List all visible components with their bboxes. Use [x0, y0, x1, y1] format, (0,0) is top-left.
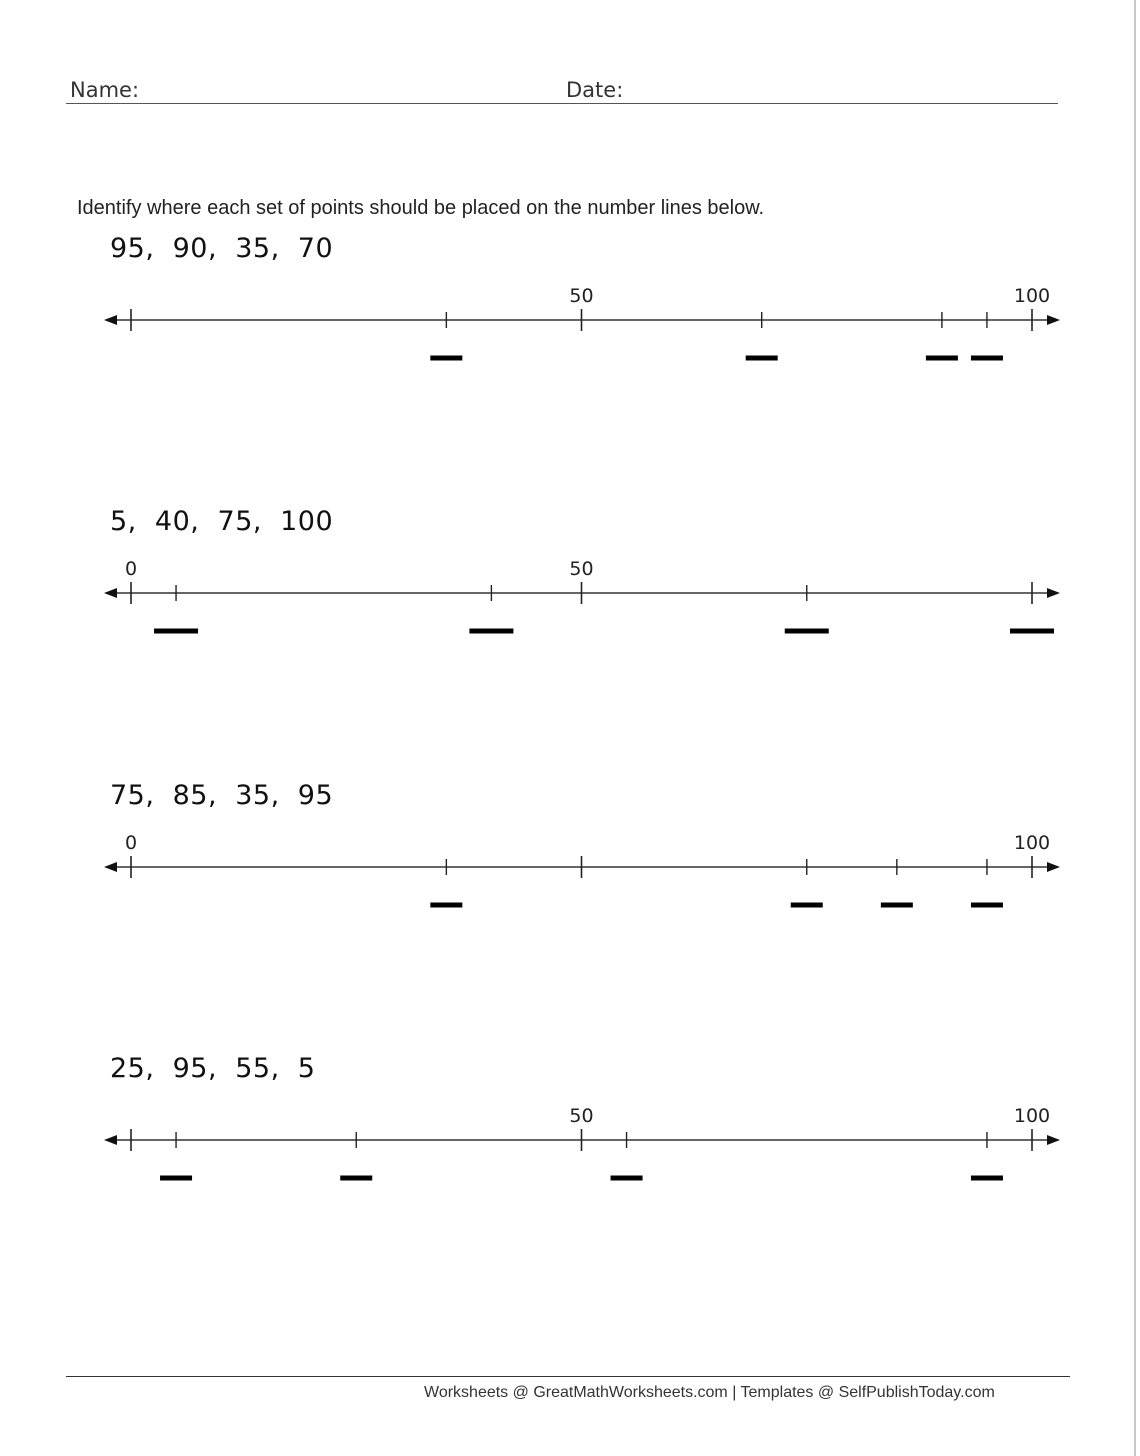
answer-blank[interactable] — [340, 1176, 372, 1181]
left-arrow-icon — [104, 315, 117, 325]
tick-label: 0 — [124, 832, 138, 854]
footer-credit: Worksheets @ GreatMathWorksheets.com | Templates @ SelfPublishToday.com — [424, 1384, 995, 1401]
footer-divider — [66, 1376, 1070, 1377]
answer-blank[interactable] — [971, 1176, 1003, 1181]
answer-blank[interactable] — [430, 903, 462, 908]
name-date-line[interactable] — [66, 103, 1058, 104]
answer-blank[interactable] — [881, 903, 913, 908]
answer-blank[interactable] — [469, 629, 513, 634]
answer-blank[interactable] — [785, 629, 829, 634]
number-line-1 — [0, 270, 1140, 390]
tick-label: 50 — [569, 558, 594, 580]
right-arrow-icon — [1047, 315, 1060, 325]
answer-blank[interactable] — [791, 903, 823, 908]
instructions: Identify where each set of points should be placed on the number lines below. — [77, 197, 765, 219]
answer-blank[interactable] — [746, 356, 778, 361]
problem-4-title: 25, 95, 55, 5 — [110, 1053, 316, 1084]
right-arrow-icon — [1047, 1135, 1060, 1145]
right-arrow-icon — [1047, 862, 1060, 872]
answer-blank[interactable] — [154, 629, 198, 634]
right-arrow-icon — [1047, 588, 1060, 598]
number-line-2 — [0, 543, 1140, 663]
tick-label: 50 — [569, 1105, 594, 1127]
tick-label: 100 — [1013, 1105, 1051, 1127]
answer-blank[interactable] — [430, 356, 462, 361]
answer-blank[interactable] — [971, 356, 1003, 361]
problem-2-title: 5, 40, 75, 100 — [110, 506, 334, 537]
left-arrow-icon — [104, 862, 117, 872]
name-label: Name: — [70, 78, 140, 102]
date-label: Date: — [566, 78, 624, 102]
answer-blank[interactable] — [926, 356, 958, 361]
number-line-4 — [0, 1090, 1140, 1210]
page-edge — [1134, 0, 1136, 1456]
tick-label: 100 — [1013, 285, 1051, 307]
left-arrow-icon — [104, 588, 117, 598]
answer-blank[interactable] — [160, 1176, 192, 1181]
tick-label: 0 — [124, 558, 138, 580]
problem-1-title: 95, 90, 35, 70 — [110, 233, 334, 264]
answer-blank[interactable] — [971, 903, 1003, 908]
number-line-3 — [0, 817, 1140, 937]
left-arrow-icon — [104, 1135, 117, 1145]
answer-blank[interactable] — [611, 1176, 643, 1181]
answer-blank[interactable] — [1010, 629, 1054, 634]
tick-label: 50 — [569, 285, 594, 307]
tick-label: 100 — [1013, 832, 1051, 854]
problem-3-title: 75, 85, 35, 95 — [110, 780, 334, 811]
